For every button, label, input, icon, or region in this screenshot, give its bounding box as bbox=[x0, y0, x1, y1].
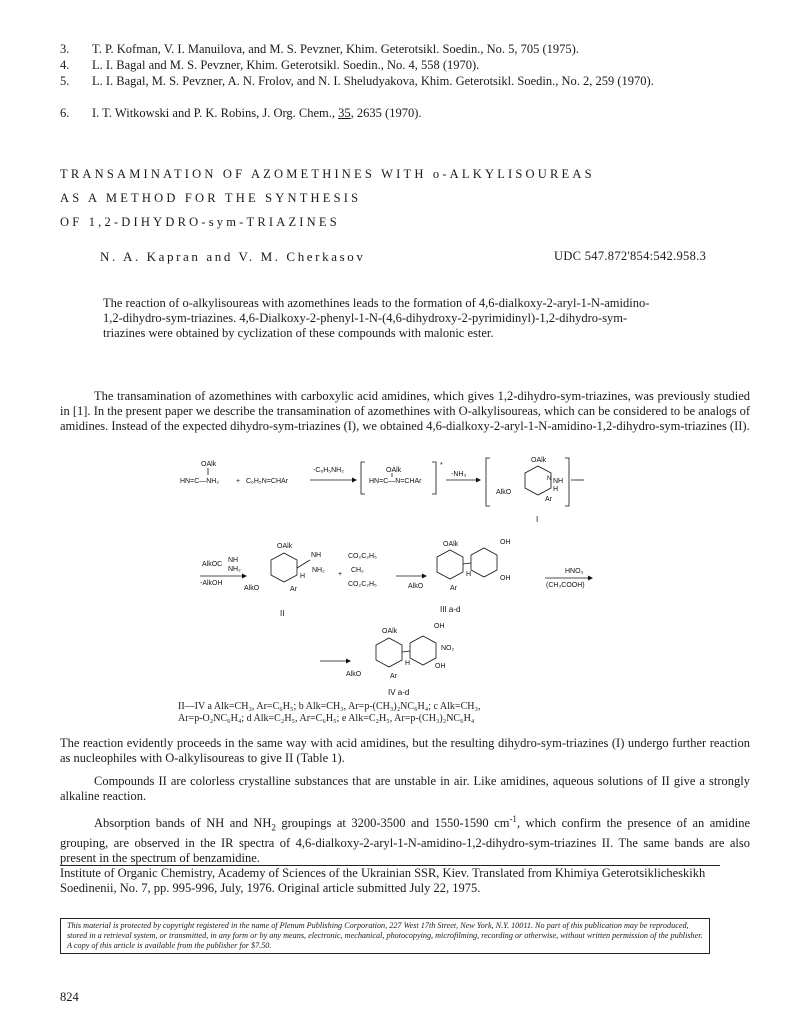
article-title-line-2: AS A METHOD FOR THE SYNTHESIS bbox=[60, 191, 362, 205]
r2-ester-ch2: CH₂ bbox=[351, 567, 364, 574]
r2-oalk: OAlk bbox=[277, 543, 293, 550]
r3-oh-1: OH bbox=[500, 539, 511, 546]
r1-arrow-label: -C₆H₅NH₂ bbox=[313, 467, 344, 474]
compound-label-I: I bbox=[536, 515, 539, 524]
reaction-scheme bbox=[160, 450, 640, 700]
r3-reagent-1: HNO₃ bbox=[565, 568, 584, 575]
r2-arrow-label: -AlkOH bbox=[200, 580, 223, 587]
body-paragraph-3: Compounds II are colorless crystalline substances that are unstable in air. Like amidines, aqueous solutions of II give a strongly alkaline reaction. bbox=[60, 774, 750, 803]
r1-ring-nh: NH bbox=[553, 478, 564, 485]
r2-plus: + bbox=[338, 571, 343, 578]
r3-reagent-2: (CH₃COOH) bbox=[546, 582, 585, 589]
r1-ring-ar: Ar bbox=[545, 496, 552, 503]
r1-ring-oalk: OAlk bbox=[531, 457, 547, 464]
reference-text: L. I. Bagal and M. S. Pevzner, Khim. Geterotsikl. Soedin., No. 4, 558 (1970). bbox=[92, 58, 480, 72]
reference-6 bbox=[60, 106, 740, 122]
r2-nh: NH bbox=[311, 552, 322, 559]
abstract: The reaction of o-alkylisoureas with azomethines leads to the formation of 4,6-dialkoxy-2-aryl-1-N-amidino-1,2-dihydro-sym-triazines. 4,6-Dialkoxy-2-phenyl-1-N-(4,6-dihydroxy-2-pyrimidinyl)-1,2-dihydro-sym-triazines were obtained by cyclization of these compounds with malonic ester. bbox=[103, 296, 650, 340]
page-number: 824 bbox=[60, 990, 79, 1004]
reference-4 bbox=[60, 58, 740, 74]
r1-azomethine: C₆H₅N=CHAr bbox=[246, 478, 289, 485]
copyright-notice: This material is protected by copyright registered in the name of Plenum Publishing Corporation, 227 West 17th Street, New York, N.Y. 10011. No part of this publication may be reproduced, stored in a retrieval system, or transmitted, in any form or by any means, electronic, mechanical, photocopying, microfilming, recording or otherwise, without written permission of the publisher. A copy of this article is available from the publisher for $7.50. bbox=[60, 918, 710, 954]
r1-oalk: OAlk bbox=[201, 461, 217, 468]
r4-ar: Ar bbox=[390, 673, 397, 680]
article-title-line-1: TRANSAMINATION OF AZOMETHINES WITH o-ALKYLISOUREAS bbox=[60, 167, 595, 181]
r1-int-star: * bbox=[440, 462, 443, 469]
r2-ester-2: CO₂C₂H₅ bbox=[348, 581, 377, 588]
r2-reagent-nh: NH bbox=[228, 557, 239, 564]
r4-oh-2: OH bbox=[435, 663, 446, 670]
authors: N. A. Kapran and V. M. Cherkasov bbox=[100, 249, 366, 264]
body-paragraph-1: The transamination of azomethines with carboxylic acid amidines, which gives 1,2-dihydro-sym-triazines, was previously studied in [1]. In the present paper we describe the transamination of azomethines with O-alkylisoureas, which can be considered to be analogs of amidines. Instead of the expected dihydro-sym-triazines (I), we obtained 4,6-dialkoxy-2-aryl-1-N-amidino-1,2-dihydro-sym-triazines (II). bbox=[60, 389, 750, 433]
r2-reagent: AlkOC bbox=[202, 561, 223, 568]
r3-alko: AlkO bbox=[408, 583, 424, 590]
r1-int-oalk: OAlk bbox=[386, 467, 402, 474]
reference-number: 3. bbox=[60, 42, 70, 56]
r1-intermediate: HN=C—N=CHAr bbox=[369, 478, 422, 485]
r1-ring-alko: AlkO bbox=[496, 489, 512, 496]
compound-label-IV: IV a-d bbox=[388, 688, 410, 697]
r2-h: H bbox=[300, 573, 306, 580]
compound-label-II: II bbox=[280, 609, 285, 618]
footnote: Institute of Organic Chemistry, Academy of Sciences of the Ukrainian SSR, Kiev. Translated from Khimiya Geterotsiklicheskikh Soedinenii, No. 7, pp. 995-996, July, 1976. Original article submitted July 22, 1975. bbox=[60, 866, 706, 895]
article-title-line-3: OF 1,2-DIHYDRO-sym-TRIAZINES bbox=[60, 215, 340, 229]
body-paragraph-4: Absorption bands of NH and $NH_2$ groupings at 3200-3500 and 1550-1590 $cm^{-1}$, which confirm the presence of an amidine grouping, are observed in the IR spectra of 4,6-dialkoxy-2-aryl-1-N-amidino-1,2-dihydro-sym-triazines II. The same bands are also present in the spectrum of benzamidine. bbox=[60, 814, 751, 865]
r4-oh-1: OH bbox=[434, 623, 445, 630]
r2-nh2: NH₂ bbox=[312, 567, 325, 574]
reference-number: 5. bbox=[60, 74, 70, 88]
r1-arrow2-label: -NH₃ bbox=[451, 471, 467, 478]
r2-ar: Ar bbox=[290, 586, 297, 593]
r4-alko: AlkO bbox=[346, 671, 362, 678]
r4-oalk: OAlk bbox=[382, 628, 398, 635]
r4-no2: NO₂ bbox=[441, 645, 455, 652]
r3-oh-2: OH bbox=[500, 575, 511, 582]
reference-text: T. P. Kofman, V. I. Manuilova, and M. S. Pevzner, Khim. Geterotsikl. Soedin., No. 5, 705 (1975). bbox=[92, 42, 579, 56]
r1-ring-n: N bbox=[547, 476, 552, 482]
r4-h: H bbox=[405, 660, 411, 667]
compound-label-III: III a-d bbox=[440, 605, 461, 614]
r3-h: H bbox=[466, 571, 472, 578]
r2-ester-1: CO₂C₂H₅ bbox=[348, 553, 377, 560]
reference-number: 4. bbox=[60, 58, 70, 72]
reference-number: 6. bbox=[60, 106, 70, 120]
body-paragraph-2: The reaction evidently proceeds in the same way with acid amidines, but the resulting dihydro-sym-triazines (I) undergo further reaction as nucleophiles with O-alkylisoureas to give II (Table 1). bbox=[60, 736, 750, 765]
reaction-scheme-svg bbox=[160, 450, 640, 700]
r1-urea: HN=C—NH₂ bbox=[180, 478, 220, 485]
scheme-caption: II—IV a Alk=CH₃, Ar=C₆H₅; b Alk=CH₃, Ar=p-(CH₃)₂NC₆H₄; c Alk=CH₃, Ar=p-O₂NC₆H₄; d Alk=C₂H₅, Ar=C₆H₅; e Alk=C₂H₅, Ar=p-(CH₃)₂NC₆H₄ bbox=[178, 701, 481, 724]
reference-5 bbox=[60, 74, 740, 106]
r3-ar: Ar bbox=[450, 585, 457, 592]
reference-text: L. I. Bagal, M. S. Pevzner, A. N. Frolov, and N. I. Sheludyakova, Khim. Geterotsikl. Soedin., No. 2, 259 (1970). bbox=[92, 74, 654, 88]
udc-code: UDC 547.872'854:542.958.3 bbox=[554, 249, 707, 263]
r2-alko: AlkO bbox=[244, 585, 260, 592]
r2-reagent-nh2: NH₂ bbox=[228, 566, 241, 573]
reference-3 bbox=[60, 42, 740, 58]
reference-text: I. T. Witkowski and P. K. Robins, J. Org. Chem., 35, 2635 (1970). bbox=[92, 106, 422, 120]
r1-ring-h: H bbox=[553, 486, 559, 493]
r3-oalk: OAlk bbox=[443, 541, 459, 548]
r1-plus: + bbox=[236, 478, 241, 485]
